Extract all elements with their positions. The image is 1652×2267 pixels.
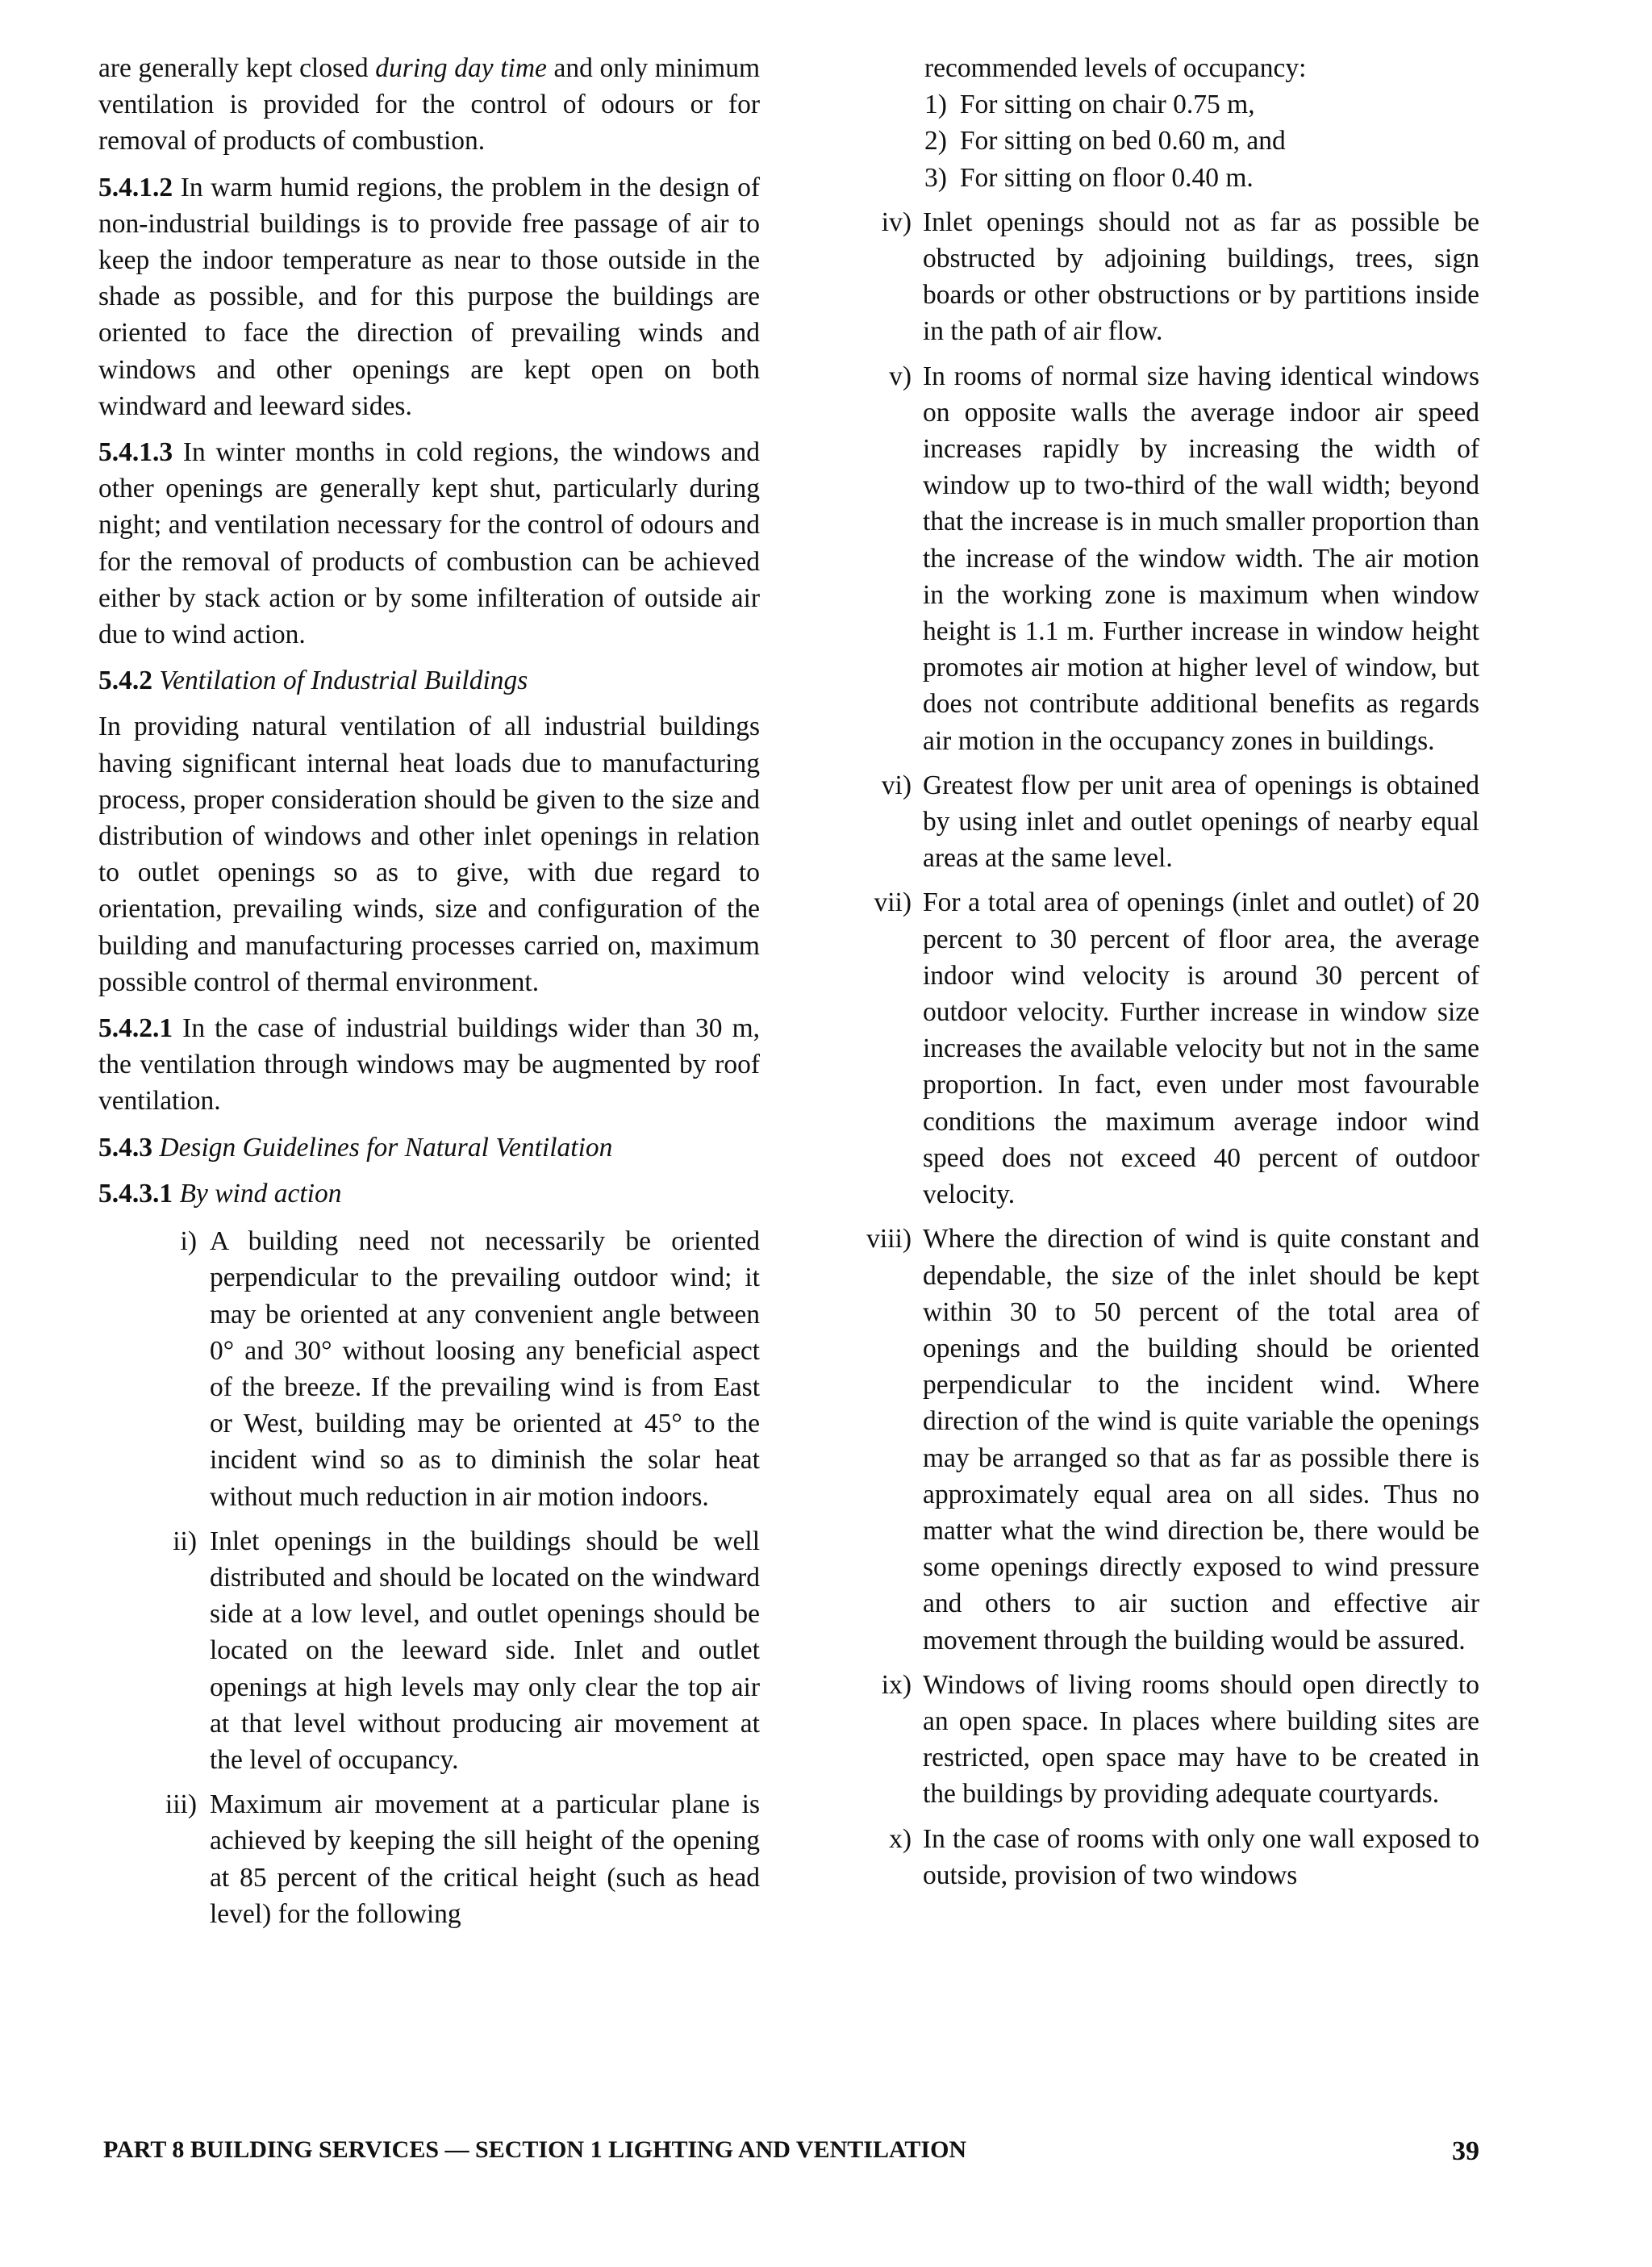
- list-item: [813, 884, 1479, 1213]
- occupancy-level: [813, 123, 1479, 159]
- clause-5-4-1-2: [98, 169, 760, 424]
- list-item-number: ix): [881, 1669, 912, 1700]
- list-item: [98, 1223, 760, 1515]
- heading-5-4-3-1: [98, 1175, 760, 1212]
- heading-number: 5.4.3.1: [98, 1178, 173, 1209]
- list-item-text: In the case of rooms with only one wall exposed to outside, provision of two windows: [923, 1823, 1479, 1890]
- clause-5-4-1-3: [98, 434, 760, 653]
- heading-title: By wind action: [179, 1178, 342, 1209]
- heading-number: 5.4.3: [98, 1132, 152, 1163]
- intro-paragraph: [98, 50, 760, 160]
- list-item: [813, 1667, 1479, 1813]
- list-item-number: vii): [874, 887, 912, 918]
- left-column: [98, 50, 760, 1940]
- intro-text-a: are generally kept closed: [98, 53, 376, 83]
- list-item-number: vi): [881, 770, 912, 800]
- list-item-text: Where the direction of wind is quite constant and dependable, the size of the inlet should be kept within 30 to 50 percent of the total area of openings and the building should be oriented perpendicular to the incident wind. Where direction of the wind is quite variable the openings may be arranged so that as far as possible there is approximately equal area on all sides. Thus no matter what the wind direction be, there would be some openings directly exposed to wind pressure and others to air suction and effective air movement through the building would be assured.: [923, 1224, 1479, 1655]
- heading-5-4-2: [98, 662, 760, 699]
- occupancy-level-text: For sitting on chair 0.75 m,: [959, 90, 1255, 120]
- list-item-text: Inlet openings should not as far as possible be obstructed by adjoining buildings, trees, sign boards or other obstructions or by partitions inside in the path of air flow.: [923, 207, 1479, 347]
- list-item-number: viii): [866, 1224, 912, 1255]
- list-item-number: i): [180, 1226, 197, 1257]
- list-item-number: v): [889, 361, 912, 391]
- list-item-number: iii): [165, 1789, 197, 1820]
- list-item-text: For a total area of openings (inlet and outlet) of 20 percent to 30 percent of floor area, the average indoor wind velocity is around 30 percent of outdoor velocity. Further increase in window size increases the available velocity but not in the same proportion. In fact, even under most favourable conditions the maximum average indoor wind speed does not exceed 40 percent of outdoor velocity.: [923, 887, 1479, 1210]
- heading-5-4-3: [98, 1129, 760, 1166]
- clause-text: In the case of industrial buildings wider than 30 m, the ventilation through windows may be augmented by roof ventilation.: [98, 1013, 760, 1117]
- clause-text: In winter months in cold regions, the windows and other openings are generally kept shut, particularly during night; and ventilation necessary for the control of odours and for the removal of products of combustion can be achieved either by stack action or by some infilteration of outside air due to wind action.: [98, 437, 760, 650]
- list-item: [813, 204, 1479, 350]
- list-item-number: ii): [173, 1526, 197, 1556]
- industrial-ventilation-paragraph: In providing natural ventilation of all industrial buildings having significant internal heat loads due to manufacturing process, proper consideration should be given to the size and distribution of windows and other inlet openings in relation to outlet openings so as to give, with due regard to orientation, prevailing winds, size and configuration of the building and manufacturing processes carried on, maximum possible control of thermal environment.: [98, 712, 760, 997]
- list-item: [813, 1221, 1479, 1658]
- list-item: [98, 1523, 760, 1778]
- clause-number: 5.4.2.1: [98, 1013, 173, 1044]
- list-item-text: Maximum air movement at a particular plane is achieved by keeping the sill height of the opening at 85 percent of the critical height (such as head level) for the following: [210, 1789, 760, 1929]
- list-item-number: x): [889, 1823, 912, 1854]
- intro-text-b: and only minimum ventilation is provided for the control of odours or for removal of products of combustion.: [98, 53, 761, 157]
- occupancy-level-number: 1): [924, 90, 947, 120]
- list-item-text: Windows of living rooms should open directly to an open space. In places where building sites are restricted, open space may have to be created in the buildings by providing adequate courtyards.: [923, 1669, 1479, 1810]
- heading-number: 5.4.2: [98, 666, 152, 696]
- clause-text: In warm humid regions, the problem in the design of non-industrial buildings is to provide free passage of air to keep the indoor temperature as near to those outside in the shade as possible, and for this purpose the buildings are oriented to face the direction of prevailing winds and windows and other openings are kept open on both windward and leeward sides.: [98, 172, 760, 421]
- page-number: 39: [1452, 2136, 1479, 2166]
- list-item: [813, 1821, 1479, 1893]
- occupancy-intro: recommended levels of occupancy:: [924, 53, 1307, 83]
- clause-5-4-2-1: [98, 1010, 760, 1120]
- page-footer: [103, 2136, 1479, 2164]
- list-item: [813, 358, 1479, 759]
- list-item-text: Inlet openings in the buildings should be well distributed and should be located on the windward side at a low level, and outlet openings should be located on the leeward side. Inlet and outlet openings at high levels may only clear the top air at that level without producing air movement at the level of occupancy.: [210, 1526, 760, 1775]
- occupancy-level-number: 3): [924, 162, 947, 193]
- list-item: [98, 1786, 760, 1932]
- occupancy-level-text: For sitting on bed 0.60 m, and: [959, 126, 1286, 157]
- list-item-text: Greatest flow per unit area of openings is obtained by using inlet and outlet openings of nearby equal areas at the same level.: [923, 770, 1479, 874]
- list-item-number: iv): [881, 207, 912, 237]
- clause-number: 5.4.1.2: [98, 172, 173, 202]
- intro-text-emphasis: during day time: [375, 53, 547, 83]
- list-item-text: A building need not necessarily be oriented perpendicular to the prevailing outdoor wind; it may be oriented at any convenient angle between 0° and 30° without loosing any beneficial aspect of the breeze. If the prevailing wind is from East or West, building may be oriented at 45° to the incident wind so as to diminish the solar heat without much reduction in air motion indoors.: [210, 1226, 760, 1512]
- occupancy-level: [813, 86, 1479, 123]
- occupancy-level-number: 2): [924, 126, 947, 157]
- occupancy-level: [813, 160, 1479, 196]
- heading-title: Ventilation of Industrial Buildings: [159, 666, 528, 696]
- list-item-text: In rooms of normal size having identical windows on opposite walls the average indoor air speed increases rapidly by increasing the width of window up to two-third of the wall width; beyond that the increase is in much smaller proportion than the increase of the window width. The air motion in the working zone is maximum when window height is 1.1 m. Further increase in window height promotes air motion at higher level of window, but does not contribute additional benefits as regards air motion in the occupancy zones in buildings.: [923, 361, 1479, 756]
- running-head: PART 8 BUILDING SERVICES — SECTION 1 LIGHTING AND VENTILATION: [103, 2136, 967, 2163]
- right-column: [813, 50, 1479, 1902]
- occupancy-level-text: For sitting on floor 0.40 m.: [959, 162, 1254, 193]
- list-item: [813, 767, 1479, 877]
- clause-number: 5.4.1.3: [98, 437, 173, 468]
- heading-title: Design Guidelines for Natural Ventilation: [159, 1132, 613, 1163]
